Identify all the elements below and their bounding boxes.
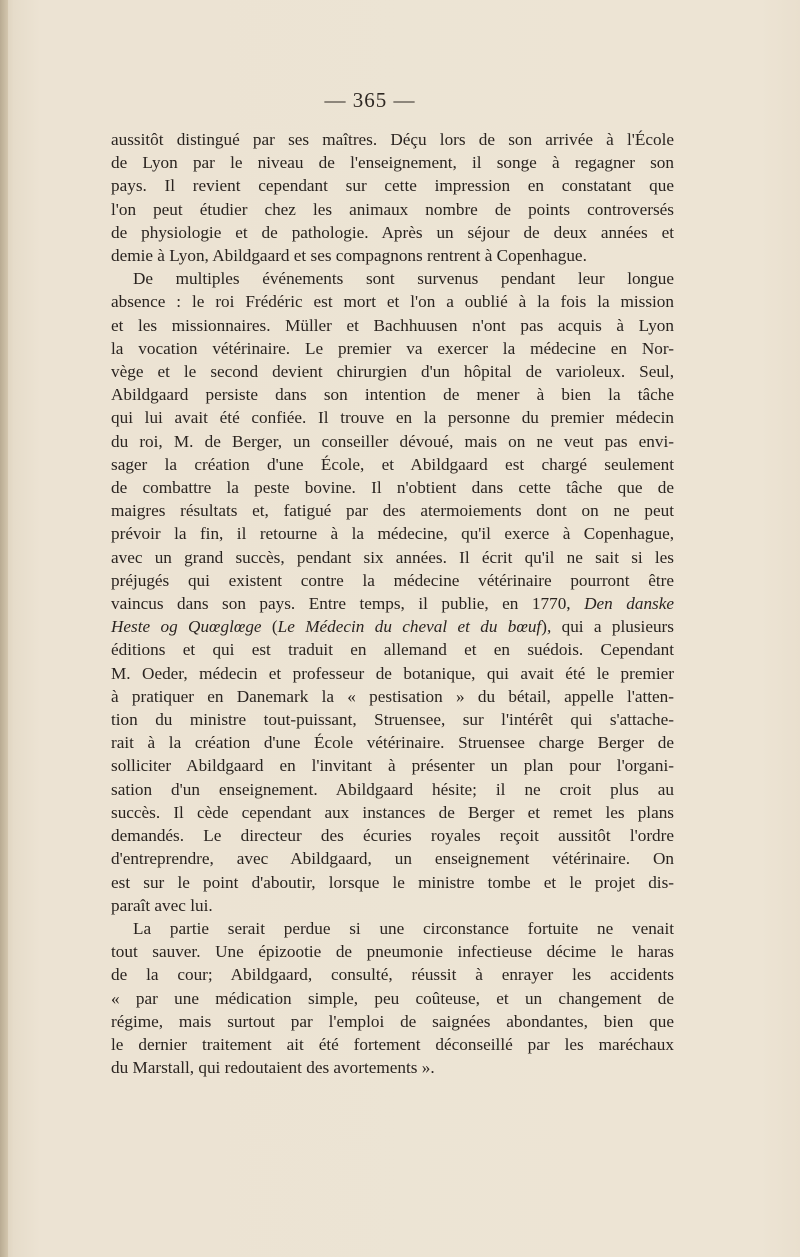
text-line: à pratiquer en Danemark la « pestisation » du bétail, appelle l'atten-: [111, 686, 674, 706]
text-line: pays. Il revient cependant sur cette impression en constatant que: [111, 176, 674, 196]
text-line: du Marstall, qui redoutaient des avortements ».: [111, 1058, 435, 1078]
text-line: du roi, M. de Berger, un conseiller dévoué, mais on ne veut pas envi-: [111, 431, 674, 451]
paragraph-1: [111, 128, 674, 267]
text-line: de physiologie et de pathologie. Après un séjour de deux années et: [111, 222, 674, 242]
text-line: de Lyon par le niveau de l'enseignement, il songe à regagner son: [111, 153, 674, 173]
text-line: éditions et qui est traduit en allemand et en suédois. Cependant: [111, 640, 674, 660]
text-line: le dernier traitement ait été fortement déconseillé par les maréchaux: [111, 1034, 674, 1054]
text-line: vège et le second devient chirurgien d'un hôpital de varioleux. Seul,: [111, 362, 674, 382]
text-line: De multiples événements sont survenus pendant leur longue: [133, 269, 674, 289]
paragraph-3: [111, 917, 674, 1079]
text-line: régime, mais surtout par l'emploi de saignées abondantes, bien que: [111, 1011, 674, 1031]
text-line: sation d'un enseignement. Abildgaard hésite; il ne croit plus au: [111, 779, 674, 799]
text-line: succès. Il cède cependant aux instances de Berger et remet les plans: [111, 802, 674, 822]
text-segment: vaincus dans son pays. Entre temps, il publie, en 1770,: [111, 594, 585, 614]
text-line: de combattre la peste bovine. Il n'obtient dans cette tâche que de: [111, 478, 674, 498]
translated-title: Le Médecin du cheval et du bœuf: [277, 617, 542, 637]
text-line: est sur le point d'aboutir, lorsque le ministre tombe et le projet dis-: [111, 872, 674, 892]
text-line: « par une médication simple, peu coûteuse, et un changement de: [111, 988, 674, 1008]
text-line: solliciter Abildgaard en l'invitant à présenter un plan pour l'organi-: [111, 756, 674, 776]
text-line: M. Oeder, médecin et professeur de botanique, qui avait été le premier: [111, 663, 674, 683]
page-number: — 365 —: [324, 88, 416, 112]
text-line: préjugés qui existent contre la médecine vétérinaire pourront être: [111, 570, 674, 590]
text-line: aussitôt distingué par ses maîtres. Déçu lors de son arrivée à l'École: [111, 130, 674, 149]
text-line: sager la création d'une École, et Abildgaard est chargé seulement: [111, 454, 674, 474]
book-title-part: Heste og Quœglœge: [111, 617, 262, 637]
text-line: la vocation vétérinaire. Le premier va exercer la médecine en Nor-: [111, 338, 674, 358]
text-segment: (: [261, 617, 278, 637]
text-line: absence : le roi Frédéric est mort et l'on a oublié à la fois la mission: [111, 292, 674, 312]
paragraph-2: [111, 267, 674, 917]
text-line-with-title: [111, 592, 674, 615]
text-line: d'entreprendre, avec Abildgaard, un enseignement vétérinaire. On: [111, 849, 674, 869]
text-segment: ), qui a plusieurs: [541, 617, 674, 637]
body-text: [111, 128, 674, 1079]
text-line: tout sauver. Une épizootie de pneumonie infectieuse décime le haras: [111, 942, 674, 962]
text-line: demandés. Le directeur des écuries royales reçoit aussitôt l'ordre: [111, 826, 674, 846]
text-line: Abildgaard persiste dans son intention de mener à bien la tâche: [111, 385, 674, 405]
text-line: tion du ministre tout-puissant, Struensee, sur l'intérêt qui s'attache-: [111, 710, 674, 730]
text-line: demie à Lyon, Abildgaard et ses compagnons rentrent à Copenhague.: [111, 246, 587, 266]
text-line: avec un grand succès, pendant six années. Il écrit qu'il ne sait si les: [111, 547, 674, 567]
text-line: prévoir la fin, il retourne à la médecine, qu'il exerce à Copenhague,: [111, 524, 674, 544]
text-line: rait à la création d'une École vétérinaire. Struensee charge Berger de: [111, 733, 674, 753]
text-line: maigres résultats et, fatigué par des atermoiements dont on ne peut: [111, 501, 674, 521]
text-line: l'on peut étudier chez les animaux nombre de points controversés: [111, 199, 674, 219]
text-line: et les missionnaires. Müller et Bachhuusen n'ont pas acquis à Lyon: [111, 315, 674, 335]
text-line: La partie serait perdue si une circonstance fortuite ne venait: [133, 918, 674, 938]
text-line-with-title: [111, 615, 674, 638]
text-line: de la cour; Abildgaard, consulté, réussit à enrayer les accidents: [111, 965, 674, 985]
book-title-part: Den danske: [584, 594, 674, 614]
text-line: qui lui avait été confiée. Il trouve en la personne du premier médecin: [111, 408, 674, 428]
text-line: paraît avec lui.: [111, 895, 213, 915]
binding-edge: [0, 0, 8, 1257]
